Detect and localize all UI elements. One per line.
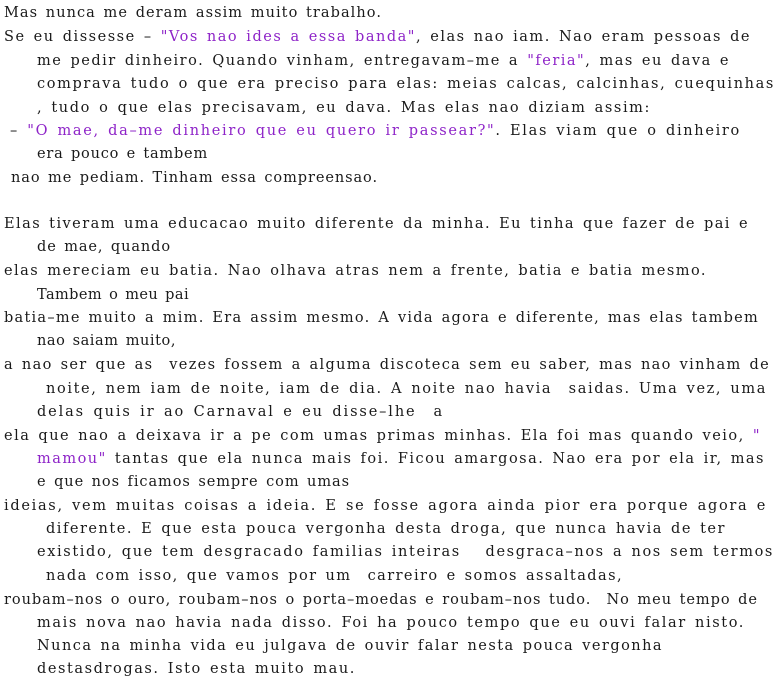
text-line: roubam–nos o ouro, roubam–nos o porta–moedas e roubam–nos tudo. No meu tempo de: [4, 592, 758, 608]
text-line: ela que nao a deixava ir a pe com umas primas minhas. Ela foi mas quando veio, ": [4, 428, 761, 444]
quoted-speech: ": [752, 428, 761, 444]
quoted-speech: "O mae, da–me dinheiro que eu quero ir passear?": [27, 123, 496, 139]
text-line: destasdrogas. Isto esta muito mau.: [37, 661, 356, 677]
text-line: Se eu dissesse – "Vos nao ides a essa banda", elas nao iam. Nao eram pessoas de: [4, 29, 751, 45]
text-line: – "O mae, da–me dinheiro que eu quero ir passear?". Elas viam que o dinheiro: [10, 123, 741, 139]
text-line: era pouco e tambem: [37, 146, 208, 162]
text-line: mamou" tantas que ela nunca mais foi. Ficou amargosa. Nao era por ela ir, mas: [37, 451, 765, 467]
text-line: a nao ser que as vezes fossem a alguma discoteca sem eu saber, mas nao vinham de: [4, 357, 770, 373]
quoted-speech: "feria": [527, 53, 586, 69]
text-line: nada com isso, que vamos por um carreiro e somos assaltadas,: [46, 568, 623, 584]
text-line: existido, que tem desgracado familias inteiras desgraca–nos a nos sem termos: [37, 544, 774, 560]
quoted-speech: "Vos nao ides a essa banda": [160, 29, 416, 45]
text-line: e que nos ficamos sempre com umas: [37, 474, 350, 490]
text-line: diferente. E que esta pouca vergonha desta droga, que nunca havia de ter: [46, 521, 726, 537]
text-line: noite, nem iam de noite, iam de dia. A noite nao havia saidas. Uma vez, uma: [46, 381, 767, 397]
text-line: elas mereciam eu batia. Nao olhava atras nem a frente, batia e batia mesmo.: [4, 263, 707, 279]
text-line: Tambem o meu pai: [37, 287, 189, 303]
text-line: me pedir dinheiro. Quando vinham, entregavam–me a "feria", mas eu dava e: [37, 53, 730, 69]
text-line: , tudo o que elas precisavam, eu dava. Mas elas nao diziam assim:: [37, 100, 651, 116]
quoted-speech: mamou": [37, 451, 107, 467]
text-line: Nunca na minha vida eu julgava de ouvir falar nesta pouca vergonha: [37, 638, 663, 654]
text-line: nao me pediam. Tinham essa compreensao.: [11, 170, 378, 186]
text-line: nao saiam muito,: [37, 333, 176, 349]
text-line: batia–me muito a mim. Era assim mesmo. A vida agora e diferente, mas elas tambem: [4, 310, 759, 326]
text-line: de mae, quando: [37, 239, 171, 255]
text-line: delas quis ir ao Carnaval e eu disse–lhe a: [37, 404, 444, 420]
text-line: comprava tudo o que era preciso para elas: meias calcas, calcinhas, cuequinhas: [37, 76, 775, 92]
text-line: ideias, vem muitas coisas a ideia. E se fosse agora ainda pior era porque agora e: [4, 498, 767, 514]
text-line: Elas tiveram uma educacao muito diferente da minha. Eu tinha que fazer de pai e: [4, 216, 749, 232]
text-line: mais nova nao havia nada disso. Foi ha pouco tempo que eu ouvi falar nisto.: [37, 615, 745, 631]
text-line: Mas nunca me deram assim muito trabalho.: [4, 5, 382, 21]
